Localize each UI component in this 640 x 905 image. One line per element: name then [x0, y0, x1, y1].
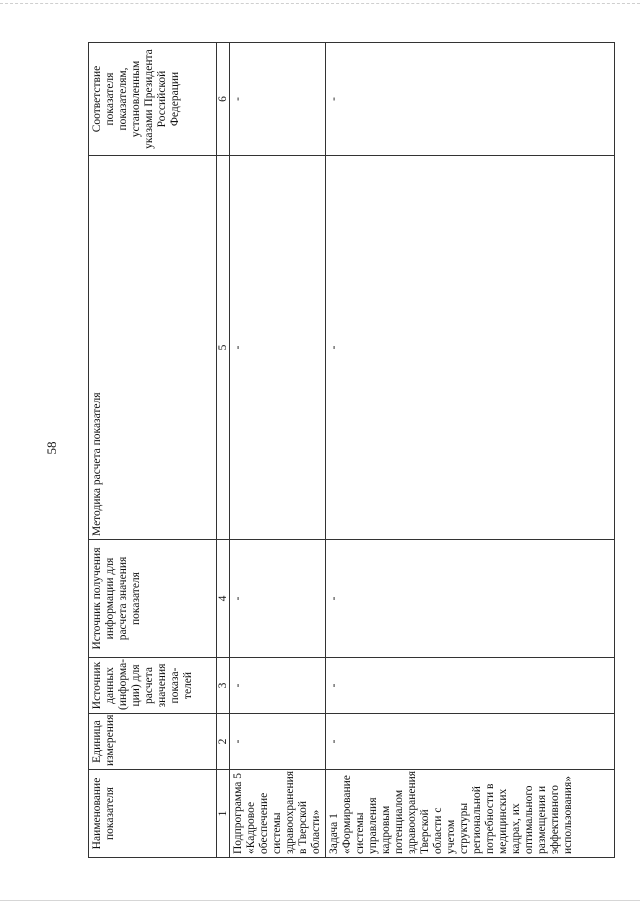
row-value: -: [326, 714, 615, 770]
header-correspondence: Соответствие показателя показателям, установленным указами Президента Российской Федерации: [89, 43, 217, 156]
header-method: Методика расчета показателя: [89, 156, 217, 540]
row-name: Задача 1 «Формирование системы управления кадровым потенциалом здравоохранения Тверской области с учетом структуры региональной потребности в медицинских кадрах, их оптимального размещения и эффективного использования»: [326, 770, 615, 858]
table-row: [326, 43, 615, 858]
scan-edge-top: [0, 3, 640, 4]
row-value: -: [230, 43, 326, 156]
row-value: -: [230, 714, 326, 770]
header-info-source: Источник получения информации для расчета значения показателя: [89, 540, 217, 658]
row-value: -: [230, 540, 326, 658]
page-number: 58: [44, 441, 59, 455]
table-header-row: [89, 43, 217, 858]
header-unit: Единица измерения: [89, 714, 217, 770]
row-value: -: [230, 658, 326, 714]
row-value: -: [230, 156, 326, 540]
row-value: -: [326, 540, 615, 658]
column-number: 5: [217, 156, 230, 540]
rotated-table-wrapper: [88, 43, 615, 858]
row-value: -: [326, 43, 615, 156]
row-name: Подпрограмма 5 «Кадровое обеспечение системы здравоохранения в Тверской области»: [230, 770, 326, 858]
table-row: [230, 43, 326, 858]
column-number-row: [217, 43, 230, 858]
row-value: -: [326, 156, 615, 540]
header-indicator-name: Наименование показателя: [89, 770, 217, 858]
column-number: 6: [217, 43, 230, 156]
row-value: -: [326, 658, 615, 714]
column-number: 3: [217, 658, 230, 714]
column-number: 4: [217, 540, 230, 658]
column-number: 2: [217, 714, 230, 770]
column-number: 1: [217, 770, 230, 858]
indicators-table: [88, 42, 615, 858]
header-data-source: Источник данных (информа-ции) для расчета значения показа-телей: [89, 658, 217, 714]
scan-edge-bottom: [0, 900, 640, 901]
